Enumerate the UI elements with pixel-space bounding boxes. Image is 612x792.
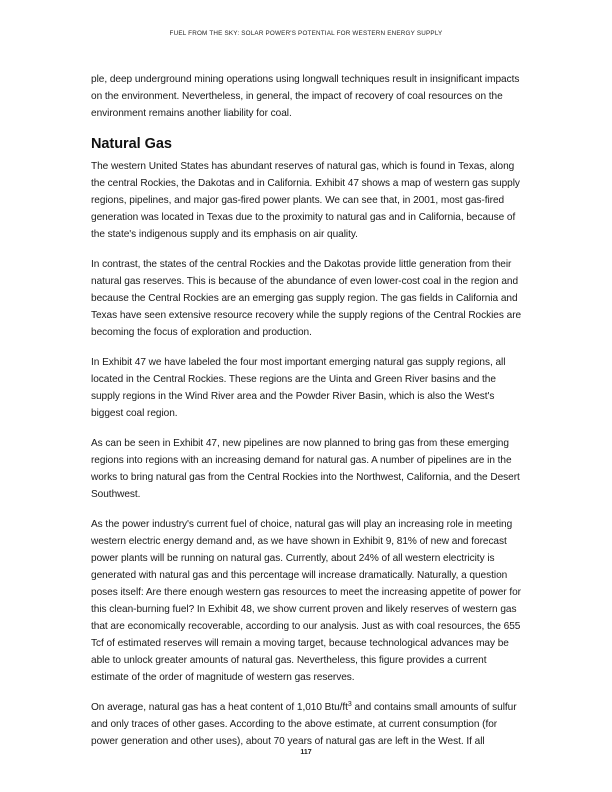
body-paragraph: As the power industry's current fuel of choice, natural gas will play an increasing role in meeting western electric energy demand and, as we have shown in Exhibit 9, 81% of new and forecast power plants will be running on natural gas. Currently, about 24% of all western electricity is generated with natural gas and this percentage will increase dramatically. Naturally, a question poses itself: Are there enough western gas resources to meet the increasing appetite of power for this clean-burning fuel? In Exhibit 48, we show current proven and likely reserves of western gas that are economically recoverable, according to our analysis. Just as with coal resources, the 655 Tcf of estimated reserves will remain a moving target, because technological advances may be able to unlock greater amounts of natural gas. Nevertheless, this figure provides a current estimate of the order of magnitude of western gas reserves. — [91, 519, 521, 683]
text-before-superscript: On average, natural gas has a heat content of 1,010 Btu/ft — [91, 702, 348, 713]
page-number: 117 — [300, 749, 312, 756]
section-heading: Natural Gas — [91, 136, 172, 152]
body-paragraph-last — [91, 699, 523, 750]
body-paragraph: As can be seen in Exhibit 47, new pipelines are now planned to bring gas from these emerging regions into regions with an increasing demand for natural gas. A number of pipelines are in the works to bring natural gas from the Central Rockies into the Northwest, California, and the Desert Southwest. — [91, 438, 520, 500]
running-head: FUEL FROM THE SKY: SOLAR POWER'S POTENTIAL FOR WESTERN ENERGY SUPPLY — [169, 30, 443, 37]
body-text-column — [91, 71, 523, 763]
intro-paragraph: ple, deep underground mining operations using longwall techniques result in insignificant impacts on the environment. Nevertheless, in general, the impact of recovery of coal resources on the environment remains another liability for coal. — [91, 74, 520, 119]
body-paragraph: In contrast, the states of the central Rockies and the Dakotas provide little generation from their natural gas reserves. This is because of the abundance of even lower-cost coal in the region and because the Central Rockies are an emerging gas supply region. The gas fields in California and Texas have seen extensive resource recovery while the supply regions of the Central Rockies are becoming the focus of exploration and production. — [91, 259, 522, 338]
body-paragraph: In Exhibit 47 we have labeled the four most important emerging natural gas supply regions, all located in the Central Rockies. These regions are the Uinta and Green River basins and the supply regions in the Wind River area and the Powder River Basin, which is also the West's biggest coal region. — [91, 357, 506, 419]
text-after-superscript: and contains small amounts of sulfur and only traces of other gases. According to the above estimate, at current consumption (for power generation and other uses), about 70 years of natural gas are left in the West. If all — [91, 702, 517, 747]
superscript: 3 — [347, 701, 352, 708]
body-paragraph: The western United States has abundant reserves of natural gas, which is found in Texas, along the central Rockies, the Dakotas and in California. Exhibit 47 shows a map of western gas supply regions, pipelines, and major gas-fired power plants. We can see that, in 2001, most gas-fired generation was located in Texas due to the proximity to natural gas and in California, because of the state's indigenous supply and its emphasis on air quality. — [91, 161, 520, 240]
